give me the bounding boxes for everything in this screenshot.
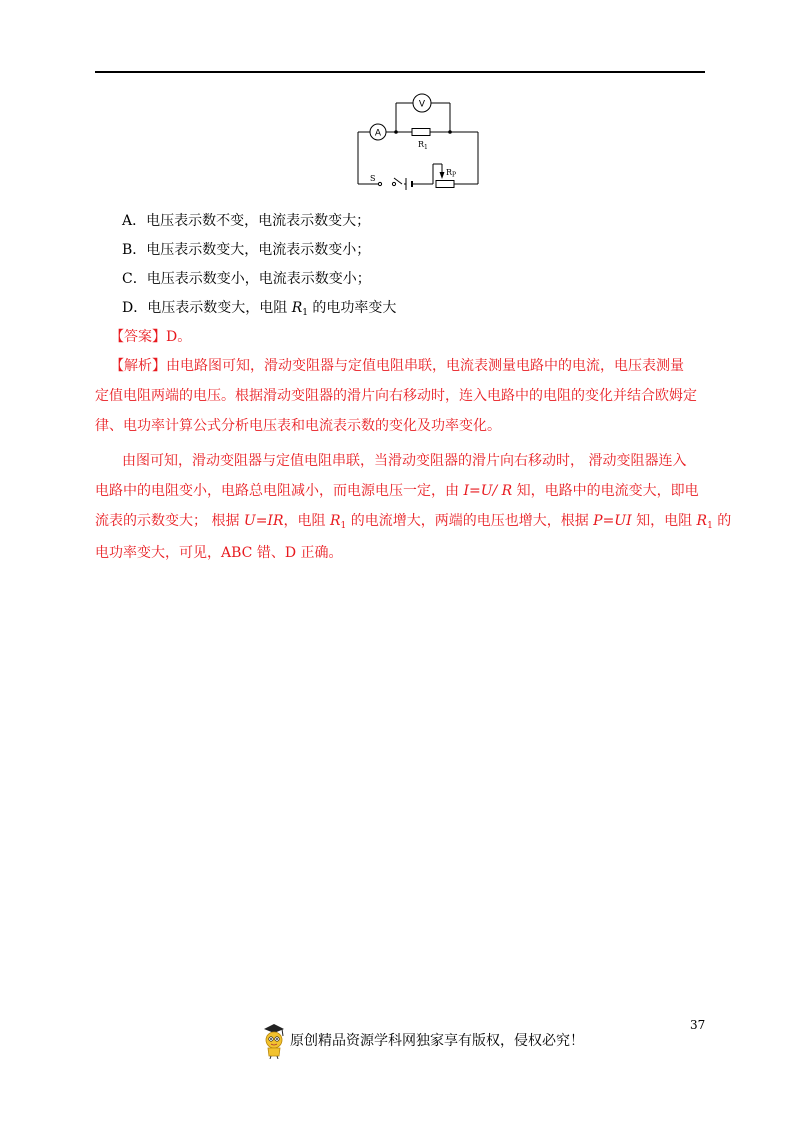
analysis-p2-line-3: 流表的示数变大； 根据 U=IR，电阻 $R_1$ 的电流增大，两端的电压也增大，根据 P=UI 知，电阻 $R_1$ 的 [95,513,732,531]
svg-text:A: A [374,128,382,139]
footer-copyright: 原创精品资源学科网独家享有版权，侵权必究！ [290,1033,584,1049]
analysis-p2-line-1: 由图可知，滑动变阻器与定值电阻串联，当滑动变阻器的滑片向右移动时， 滑动变阻器连入 [122,453,687,469]
analysis-p2-line-2: 电路中的电阻变小，电路总电阻减小，而电源电压一定，由 I=U/ R 知，电路中的电流变大，即电 [95,483,699,499]
svg-text:P: P [452,171,457,179]
answer-label: 【答案】 [110,329,166,345]
analysis-line-2: 定值电阻两端的电压。根据滑动变阻器的滑片向右移动时，连入电路中的电阻的变化并结合欧姆定 [95,388,697,404]
analysis-line-1: 【解析】由电路图可知，滑动变阻器与定值电阻串联，电流表测量电路中的电流，电压表测量 [110,358,684,374]
analysis-p2-line-4: 电功率变大，可见，ABC 错、D 正确。 [95,545,343,561]
option-c: C．电压表示数变小，电流表示数变小； [122,271,371,287]
answer-line [110,327,191,347]
svg-text:V: V [418,99,426,110]
svg-text:R: R [418,140,425,149]
circuit-diagram [350,92,480,192]
rheostat-rp [436,168,456,188]
svg-text:R: R [446,168,453,177]
voltmeter-icon [413,94,431,112]
header-rule [95,71,705,73]
analysis-label: 【解析】 [110,358,166,374]
switch-label: S [370,174,376,183]
ammeter-icon [370,124,386,140]
answer-value: D。 [166,329,192,345]
resistor-r1 [412,129,430,152]
graduate-mascot-icon [262,1021,286,1059]
option-d: D．电压表示数变大，电阻 $R_1$ 的电功率变大 [122,300,397,318]
option-b: B．电压表示数变大，电流表示数变小； [122,242,371,258]
analysis-line-3: 律、电功率计算公式分析电压表和电流表示数的变化及功率变化。 [95,418,501,434]
footer [262,1020,584,1060]
option-a: A．电压表示数不变，电流表示数变大； [122,213,371,229]
page-number: 37 [690,1018,706,1032]
svg-text:1: 1 [424,144,428,151]
